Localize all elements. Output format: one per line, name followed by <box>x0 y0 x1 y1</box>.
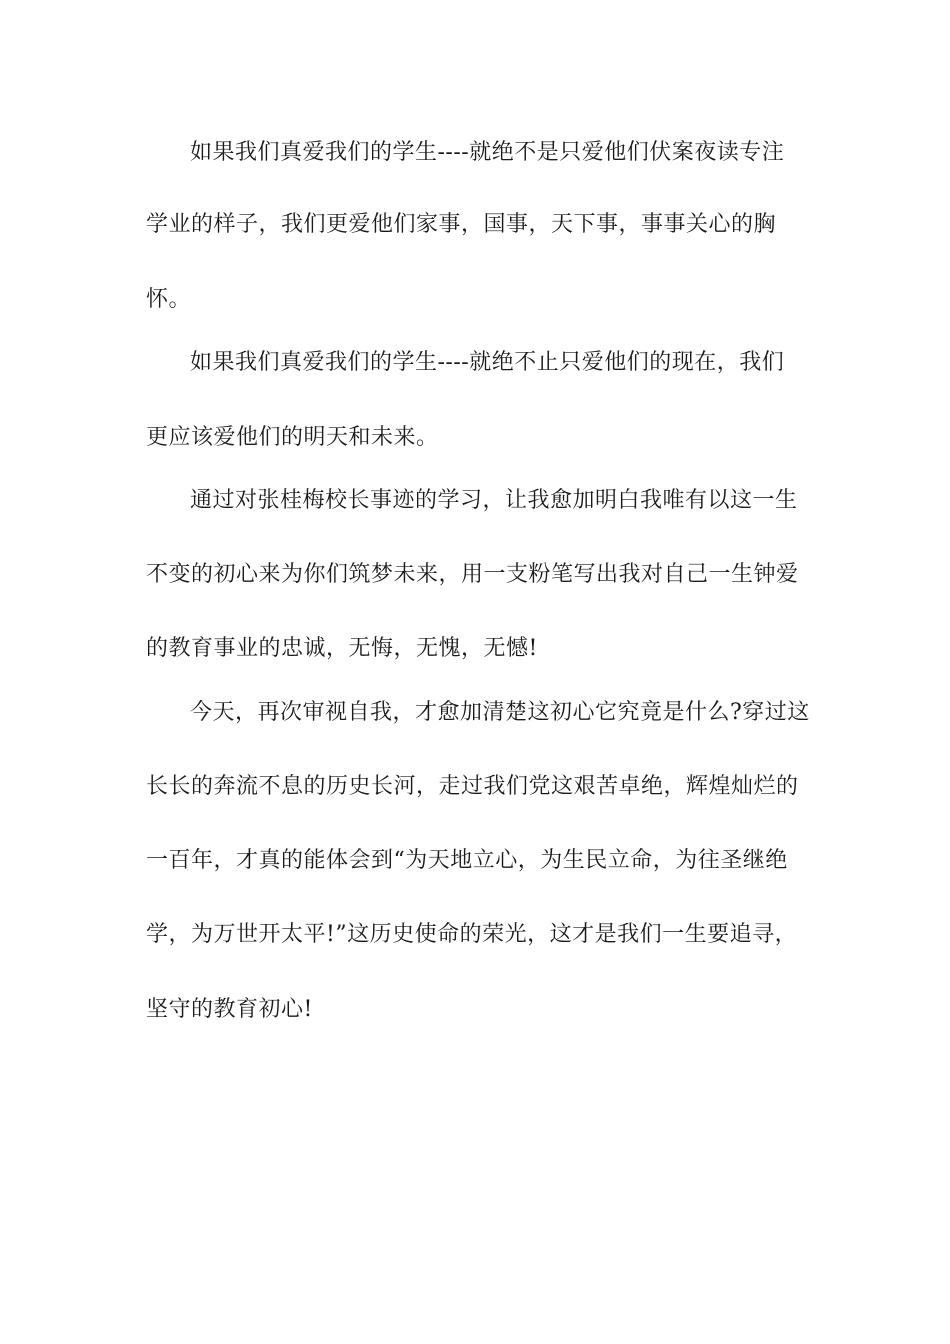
paragraph-1-line-2: 学业的样子，我们更爱他们家事，国事，天下事，事事关心的胸 <box>146 212 777 237</box>
paragraph-3-line-2: 不变的初心来为你们筑梦未来，用一支粉笔写出我对自己一生钟爱 <box>146 562 799 587</box>
paragraph-2-line-2: 更应该爱他们的明天和未来。 <box>146 425 439 450</box>
paragraph-4-line-2: 长长的奔流不息的历史长河，走过我们党这艰苦卓绝，辉煌灿烂的 <box>146 774 799 799</box>
paragraph-1-line-3: 怀。 <box>146 287 192 312</box>
paragraph-4-line-3: 一百年，才真的能体会到“为天地立心，为生民立命，为往圣继绝 <box>146 848 788 873</box>
paragraph-2-line-1: 如果我们真爱我们的学生----就绝不止只爱他们的现在，我们 <box>190 350 785 375</box>
paragraph-4-line-5: 坚守的教育初心! <box>146 997 313 1022</box>
paragraph-1-line-1: 如果我们真爱我们的学生----就绝不是只爱他们伏案夜读专注 <box>190 140 785 165</box>
paragraph-3-line-1: 通过对张桂梅校长事迹的学习，让我愈加明白我唯有以这一生 <box>190 488 798 513</box>
paragraph-4-line-1: 今天，再次审视自我，才愈加清楚这初心它究竟是什么?穿过这 <box>190 700 810 725</box>
paragraph-4-line-4: 学，为万世开太平!”这历史使命的荣光，这才是我们一生要追寻， <box>146 922 798 947</box>
paragraph-3-line-3: 的教育事业的忠诚，无悔，无愧，无憾! <box>146 636 538 661</box>
